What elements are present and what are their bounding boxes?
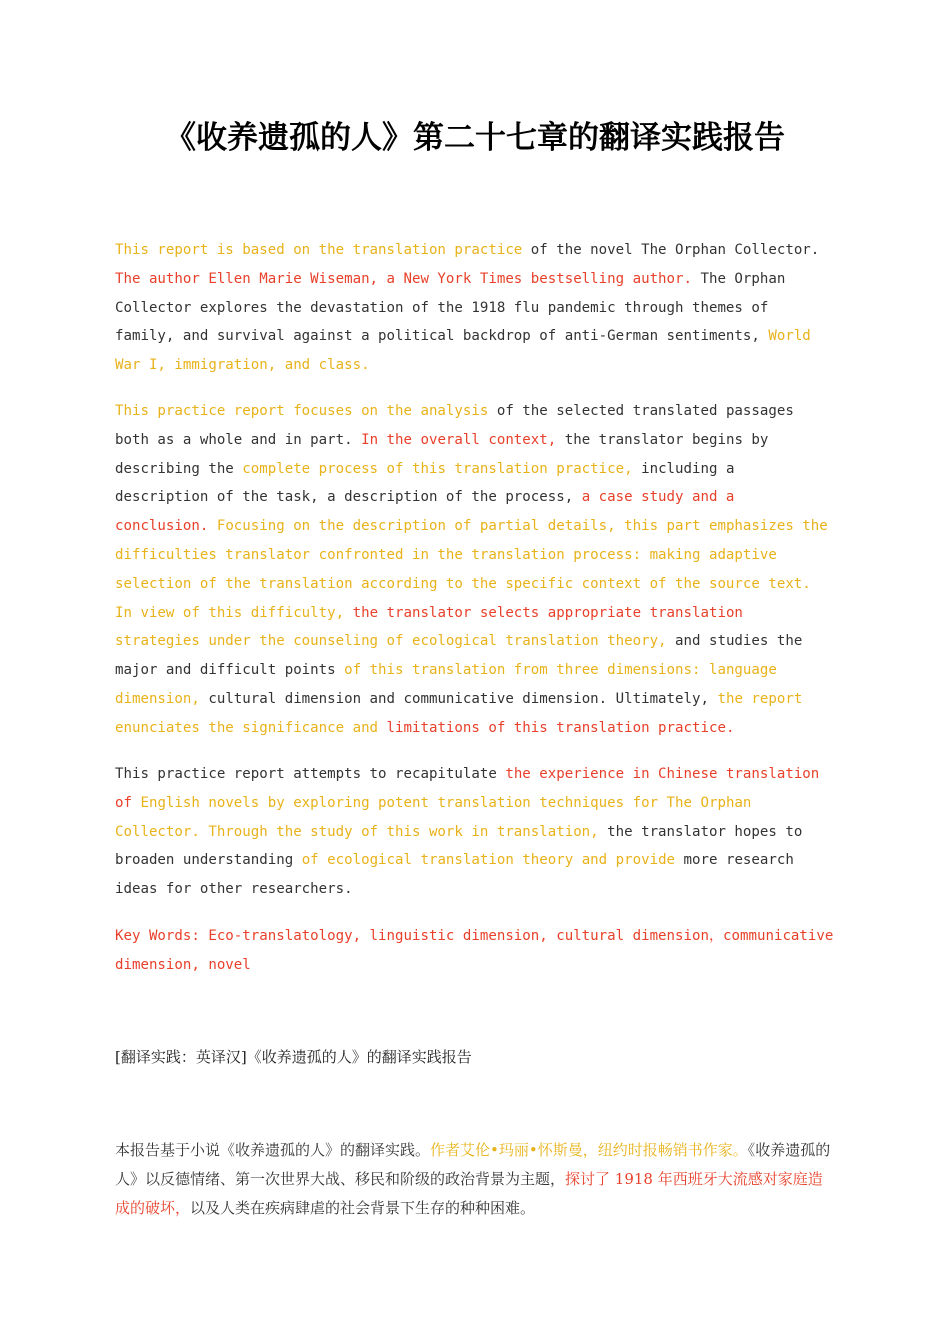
text-segment: of the novel The Orphan Collector.: [522, 242, 820, 258]
text-segment: the report enunciates the significance and: [115, 690, 803, 736]
text-segment: Focusing on the description of partial details, this part emphasizes the difficulties translator confronted in the translation process: making adaptive selection of the translation according to the specific context of the source text. In view of this difficulty,: [115, 518, 828, 621]
abstract-en-paragraph-1: [115, 236, 835, 380]
text-segment: the translator hopes to broaden understanding: [115, 823, 803, 869]
text-segment: In the overall context,: [361, 431, 557, 448]
text-segment: of the selected translated passages both as a whole and in part.: [115, 403, 794, 448]
text-segment: complete process of this translation practice,: [242, 460, 633, 477]
text-segment: of ecological translation theory and provide: [301, 852, 676, 869]
text-segment: World War I, immigration, and class.: [115, 328, 811, 374]
text-segment: a case study and a conclusion.: [115, 489, 735, 535]
text-segment: This practice report attempts to recapitulate: [115, 766, 506, 782]
text-segment: including a description of the task, a description of the process,: [115, 460, 735, 506]
text-segment: the experience in Chinese translation of: [115, 766, 820, 811]
text-segment: 本报告基于小说《收养遗孤的人》的翻译实践。: [115, 1141, 431, 1159]
text-segment: limitations of this translation practice.: [378, 719, 735, 736]
text-segment: The Orphan Collector explores the devastation of the 1918 flu pandemic through themes of family, and survival against a political backdrop of anti-German sentiments,: [115, 270, 786, 345]
text-segment: English novels by exploring potent translation techniques for The Orphan Collector. Through the study of this work in translation,: [115, 794, 752, 840]
text-segment: cultural dimension and communicative dimension. Ultimately,: [199, 690, 718, 707]
text-segment: The author Ellen Marie Wiseman, a New York Times bestselling author.: [115, 270, 692, 287]
category-line: [翻译实践：英译汉]《收养遗孤的人》的翻译实践报告: [115, 1048, 472, 1066]
text-segment: 作者艾伦•玛丽•怀斯曼，纽约时报畅销书作家。: [430, 1141, 748, 1159]
text-segment: 以及人类在疾病肆虐的社会背景下生存的种种困难。: [190, 1199, 536, 1217]
keywords-line: Key Words: Eco-translatology, linguistic dimension, cultural dimension，communicative dimension, novel: [115, 928, 834, 973]
document-title: 《收养遗孤的人》第二十七章的翻译实践报告: [165, 120, 785, 156]
text-segment: 探讨了 1918 年西班牙大流感对家庭造成的破坏，: [115, 1170, 823, 1217]
text-segment: more research ideas for other researchers.: [115, 852, 794, 898]
abstract-en-paragraph-2: [115, 397, 835, 743]
text-segment: This report is based on the translation practice: [115, 242, 523, 258]
text-segment: and studies the major and difficult points: [115, 633, 803, 679]
text-segment: 《收养遗孤的人》以反德情绪、第一次世界大战、移民和阶级的政治背景为主题，: [115, 1141, 831, 1188]
text-segment: the translator begins by describing the: [115, 431, 769, 477]
text-segment: the translator selects appropriate translation: [344, 604, 743, 621]
text-segment: strategies under the counseling of ecological translation theory,: [115, 633, 667, 650]
text-segment: of this translation from three dimensions: language dimension,: [115, 662, 777, 707]
abstract-en-paragraph-3: [115, 760, 835, 904]
text-segment: This practice report focuses on the analysis: [115, 403, 489, 419]
abstract-zh-paragraph-1: [115, 1136, 835, 1223]
